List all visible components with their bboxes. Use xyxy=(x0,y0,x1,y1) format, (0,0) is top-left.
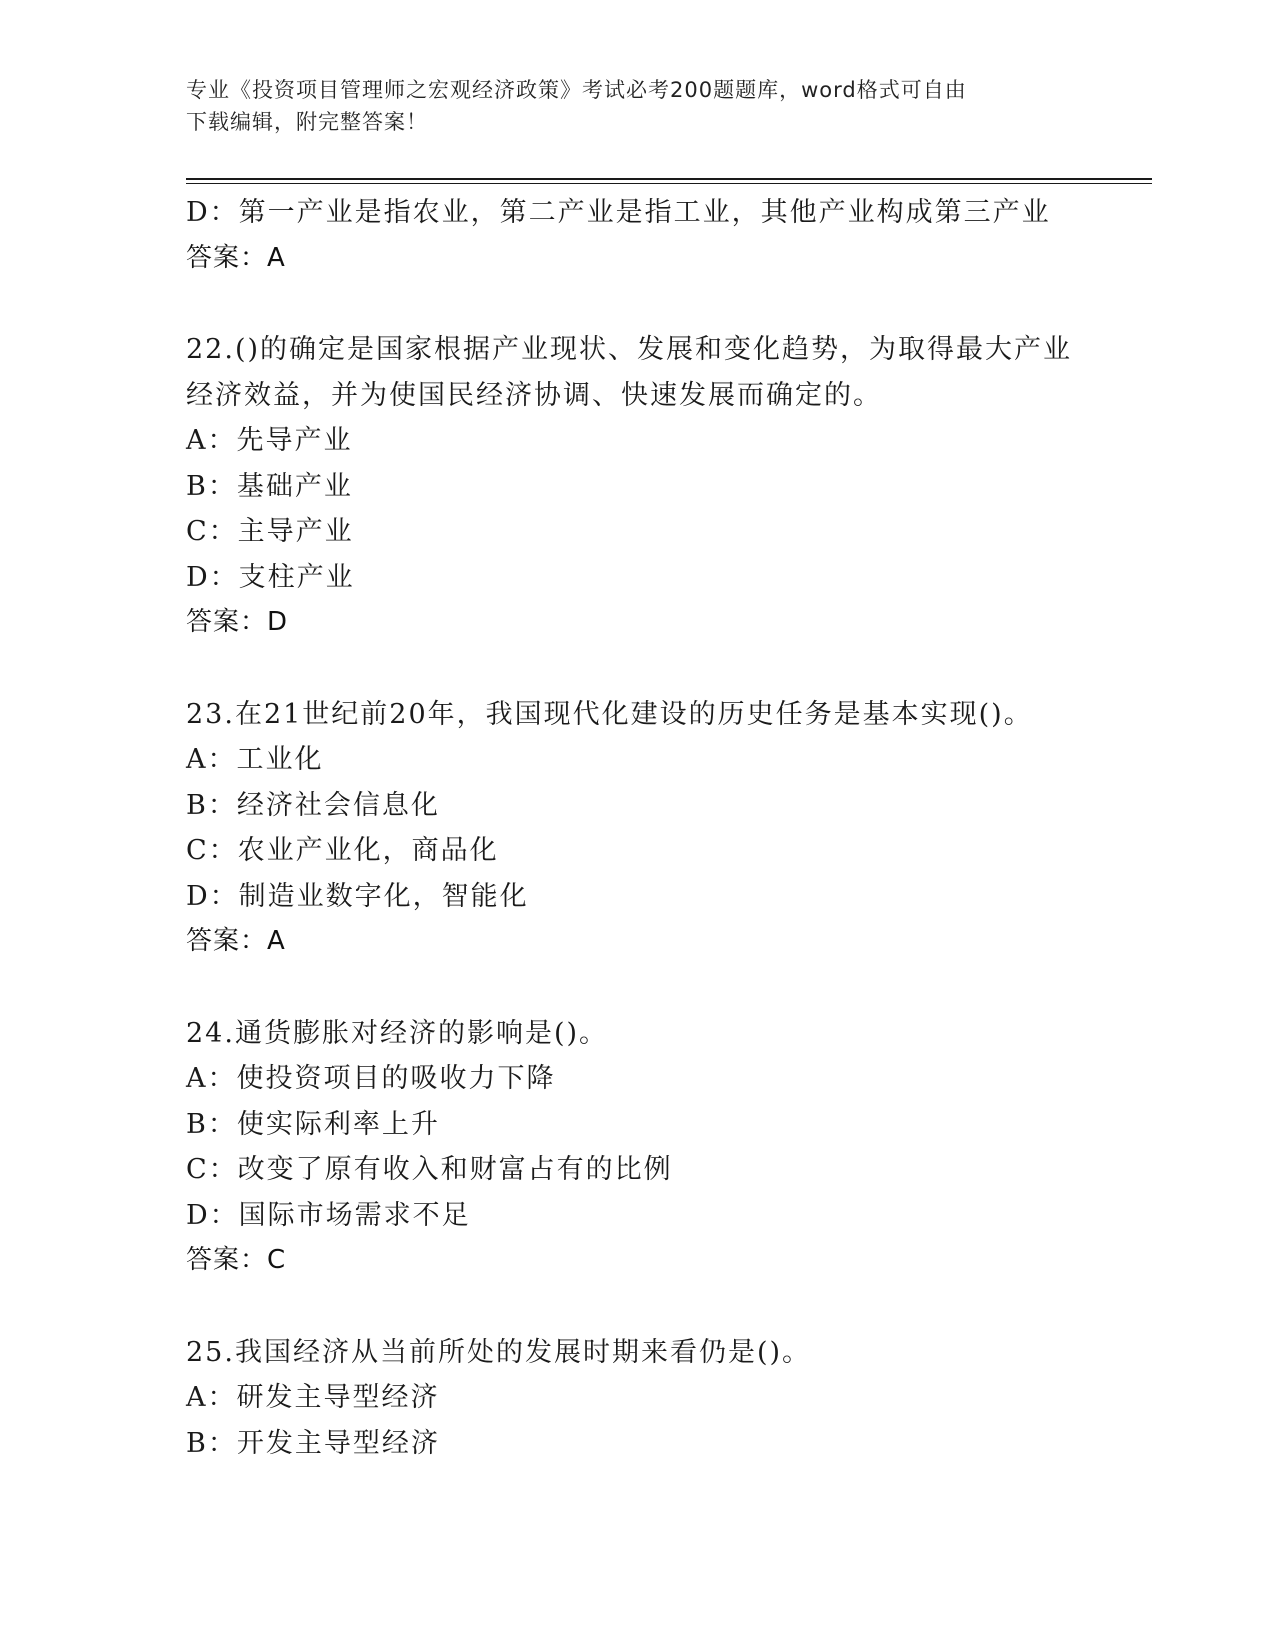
q25-stem: 25.我国经济从当前所处的发展时期来看仍是()。 xyxy=(186,1336,812,1368)
q22-option-b: B：基础产业 xyxy=(186,470,353,502)
q25-option-a: A：研发主导型经济 xyxy=(186,1382,440,1413)
q23-option-d: D：制造业数字化，智能化 xyxy=(186,880,529,912)
header-title-line1: 专业《投资项目管理师之宏观经济政策》考试必考200题题库，word格式可自由 xyxy=(186,78,967,102)
header-divider-thick xyxy=(186,178,1152,180)
spacer xyxy=(186,646,1086,692)
q21-answer: 答案：A xyxy=(186,242,286,273)
q24-option-a: A：使投资项目的吸收力下降 xyxy=(186,1063,556,1094)
q23-stem: 23.在21世纪前20年，我国现代化建设的历史任务是基本实现()。 xyxy=(186,698,1033,730)
spacer xyxy=(186,281,1086,327)
document-header xyxy=(186,74,1066,138)
q23-option-b: B：经济社会信息化 xyxy=(186,789,440,821)
q22-option-a: A：先导产业 xyxy=(186,425,353,456)
question-list xyxy=(186,190,1086,1466)
q22-option-c: C：主导产业 xyxy=(186,516,354,547)
q24-option-c: C：改变了原有收入和财富占有的比例 xyxy=(186,1154,673,1185)
q23-option-c: C：农业产业化，商品化 xyxy=(186,835,499,866)
q24-option-d: D：国际市场需求不足 xyxy=(186,1199,471,1231)
header-divider-thin xyxy=(186,183,1152,184)
q23-option-a: A：工业化 xyxy=(186,744,324,775)
q23-answer: 答案：A xyxy=(186,926,286,956)
q22-option-d: D：支柱产业 xyxy=(186,561,355,593)
header-title-line2: 下载编辑，附完整答案！ xyxy=(186,110,428,134)
spacer xyxy=(186,965,1086,1011)
q24-answer: 答案：C xyxy=(186,1245,287,1275)
spacer xyxy=(186,1284,1086,1330)
q22-stem-line2: 经济效益，并为使国民经济协调、快速发展而确定的。 xyxy=(186,379,882,411)
q22-answer: 答案：D xyxy=(186,607,289,637)
q22-stem-line1: 22.()的确定是国家根据产业现状、发展和变化趋势，为取得最大产业 xyxy=(186,334,1073,365)
q24-option-b: B：使实际利率上升 xyxy=(186,1108,440,1140)
q24-stem: 24.通货膨胀对经济的影响是()。 xyxy=(186,1017,609,1049)
q21-option-d: D：第一产业是指农业，第二产业是指工业，其他产业构成第三产业 xyxy=(186,197,1051,228)
q25-option-b: B：开发主导型经济 xyxy=(186,1427,440,1459)
